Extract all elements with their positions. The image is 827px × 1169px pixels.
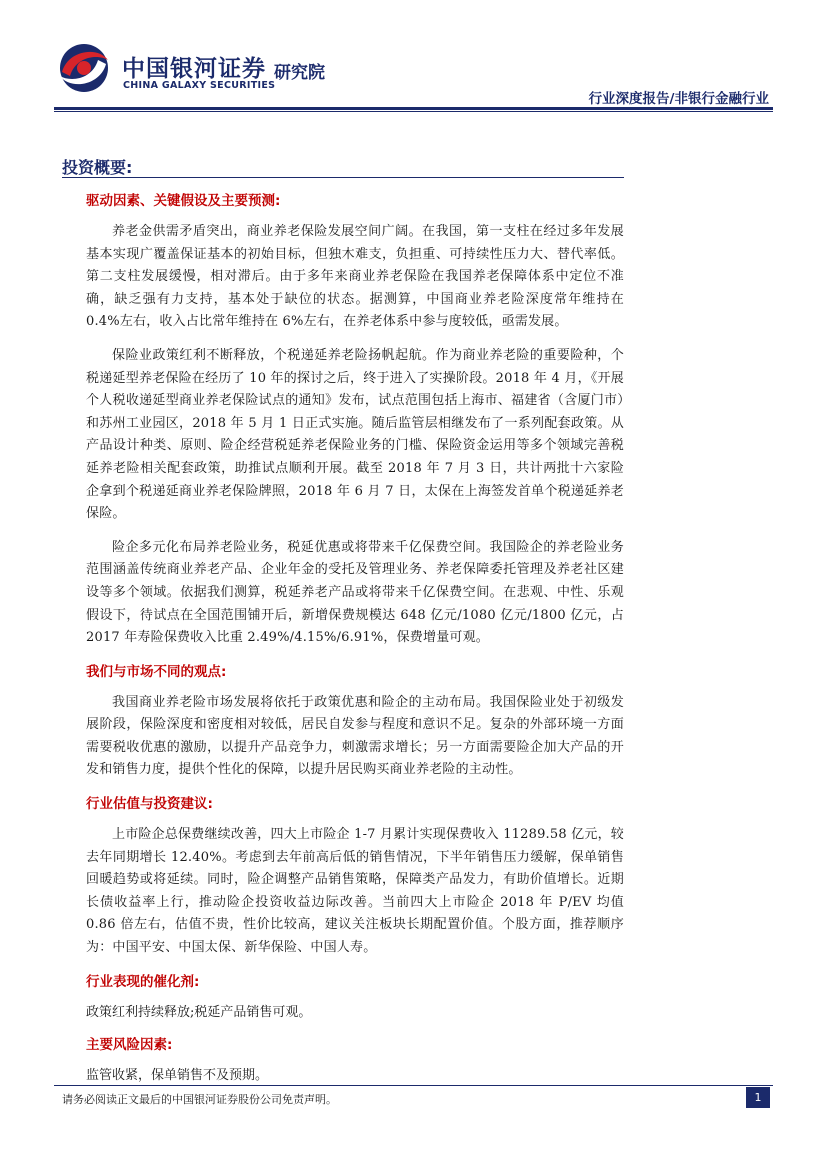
brand-name-cn: 中国银河证券: [122, 56, 266, 82]
paragraph-insurer-layout: 险企多元化布局养老险业务，税延优惠或将带来千亿保费空间。我国险企的养老险业务范围涵盖传统商业养老产品、企业年金的受托及管理业务、养老保障委托管理及养老社区建设等多个领域。依据我们测算，税延养老产品或将带来千亿保费空间。在悲观、中性、乐观假设下，待试点在全国范围铺开后，新增保费规模达 648 亿元/1080 亿元/1800 亿元，占 2017 年寿险保费收入比重 2.49%/4.15%/6.91%，保费增量可观。: [86, 539, 624, 646]
subheading-valuation: 行业估值与投资建议:: [86, 796, 213, 813]
subheading-differing-view: 我们与市场不同的观点:: [86, 663, 227, 680]
paragraph-valuation: 上市险企总保费继续改善，四大上市险企 1-7 月累计实现保费收入 11289.58 亿元，较去年同期增长 12.40%。考虑到去年前高后低的销售情况，下半年销售压力缓解，保单销售回暖趋势或将延续。同时，险企调整产品销售策略，保障类产品发力，有助价值增长。近期长债收益率上行，推动险企投资收益边际改善。当前四大上市险企 2018 年 P/EV 均值 0.86 倍左右，估值不贵，性价比较高，建议关注板块长期配置价值。个股方面，推荐顺序为：中国平安、中国太保、新华保险、中国人寿。: [86, 827, 624, 956]
report-type: 行业深度报告/非银行金融行业: [588, 91, 769, 107]
block-drivers: [86, 190, 624, 650]
risk-text: 监管收紧，保单销售不及预期。: [86, 1068, 269, 1084]
section-title: 投资概要:: [62, 158, 133, 177]
block-catalyst: [86, 971, 624, 1025]
footer-rule: [54, 1085, 773, 1086]
block-risk: [86, 1034, 624, 1088]
brand-name-en: CHINA GALAXY SECURITIES: [123, 80, 276, 91]
header-rule: [54, 107, 773, 112]
subheading-catalyst: 行业表现的催化剂:: [86, 973, 200, 990]
brand-institute: 研究院: [274, 63, 325, 83]
block-valuation: [86, 793, 624, 960]
subheading-drivers: 驱动因素、关键假设及主要预测:: [86, 193, 281, 209]
section-rule: [62, 177, 624, 178]
page-number: 1: [746, 1087, 770, 1108]
subheading-risk: 主要风险因素:: [86, 1037, 173, 1054]
paragraph-pension-demand: 养老金供需矛盾突出，商业养老保险发展空间广阔。在我国，第一支柱在经过多年发展基本实现广覆盖保证基本的初始目标，但独木难支，负担重、可持续性压力大、替代率低。第二支柱发展缓慢，相对滞后。由于多年来商业养老保险在我国养老保障体系中定位不准确，缺乏强有力支持，基本处于缺位的状态。据测算，中国商业养老险深度常年维持在 0.4%左右，收入占比常年维持在 6%左右，在养老体系中参与度较低，亟需发展。: [86, 224, 624, 330]
paragraph-tax-deferred-policy: 保险业政策红利不断释放，个税递延养老险扬帆起航。作为商业养老险的重要险种，个税递延型养老保险在经历了 10 年的探讨之后，终于进入了实操阶段。2018 年 4 月，《开展个人税收递延型商业养老保险试点的通知》发布，试点范围包括上海市、福建省（含厦门市）和苏州工业园区，2018 年 5 月 1 日正式实施。随后监管层相继发布了一系列配套政策。从产品设计种类、原则、险企经营税延养老保险业务的门槛、保险资金运用等多个领域完善税延养老险相关配套政策，助推试点顺利开展。截至 2018 年 7 月 3 日，共计两批十六家险企拿到个税递延商业养老保险牌照，2018 年 6 月 7 日，太保在上海签发首单个税递延养老保险。: [86, 347, 624, 522]
block-differing-view: [86, 661, 624, 782]
company-logo: [54, 42, 114, 94]
paragraph-market-view: 我国商业养老险市场发展将依托于政策优惠和险企的主动布局。我国保险业处于初级发展阶段，保险深度和密度相对较低，居民自发参与程度和意识不足。复杂的外部环境一方面需要税收优惠的激励，以提升产品竞争力，刺激需求增长；另一方面需要险企加大产品的开发和销售力度，提供个性化的保障，以提升居民购买商业养老险的主动性。: [86, 694, 624, 778]
summary-content: [86, 190, 624, 1098]
catalyst-text: 政策红利持续释放;税延产品销售可观。: [86, 1004, 312, 1020]
footer-disclaimer: 请务必阅读正文最后的中国银河证券股份公司免责声明。: [62, 1093, 337, 1106]
